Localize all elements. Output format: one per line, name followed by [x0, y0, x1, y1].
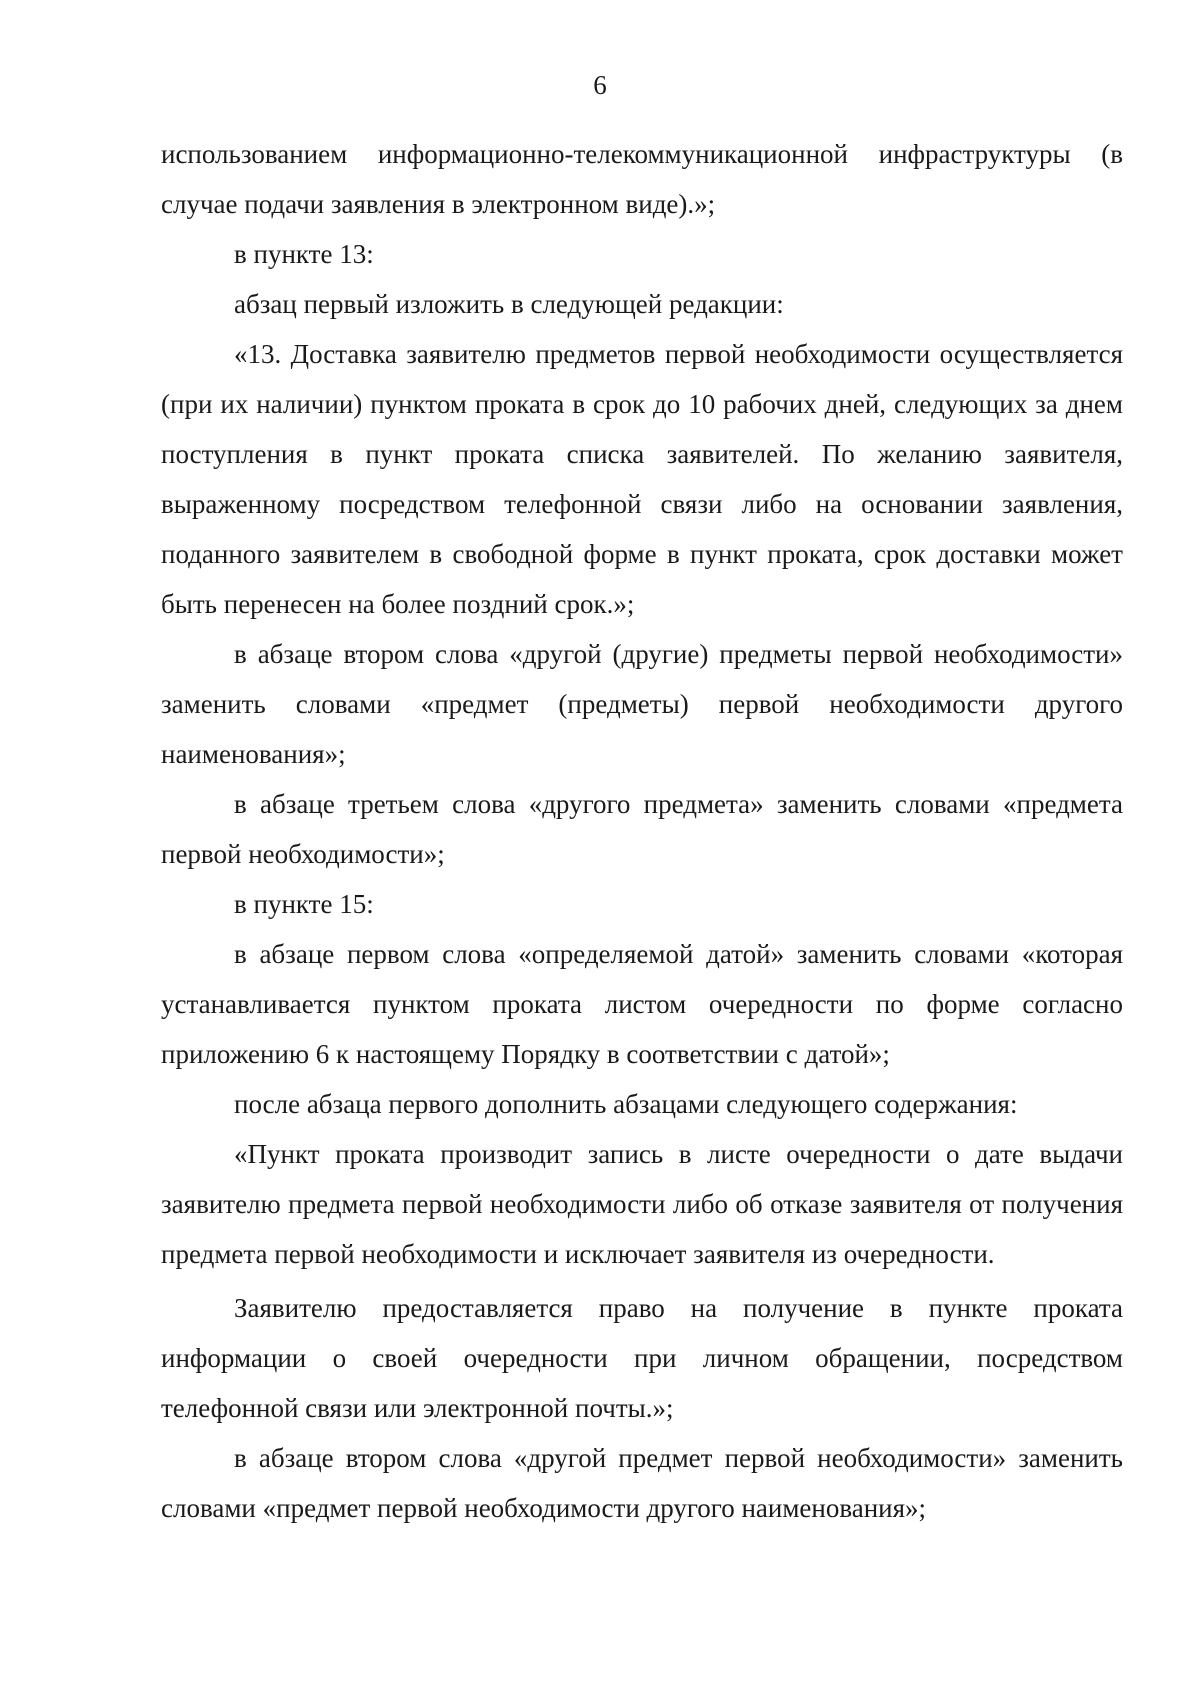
paragraph-instruction: абзац первый изложить в следующей редакции: — [234, 289, 784, 319]
paragraph-addition-instruction: после абзаца первого дополнить абзацами следующего содержания: — [234, 1089, 1018, 1119]
paragraph-abzac-first: в абзаце первом слова «определяемой датой» заменить словами «которая устанавливается пунктом проката листом очередности по форме согласно приложению 6 к настоящему Порядку в соответствии с датой»; — [161, 939, 1123, 1069]
paragraph-abzac-second-replace: в абзаце втором слова «другой предмет первой необходимости» заменить словами «предмет первой необходимости другого наименования»; — [161, 1443, 1123, 1523]
page-number: 6 — [593, 70, 607, 100]
paragraph-item-13-text: «13. Доставка заявителю предметов первой необходимости осуществляется (при их наличии) пунктом проката в срок до 10 рабочих дней, следующих за днем поступления в пункт проката списка заявителей. По желанию заявителя, выраженному посредством телефонной связи либо на основании заявления, поданного заявителем в свободной форме в пункт проката, срок доставки может быть перенесен на более поздний срок.»; — [161, 339, 1123, 619]
paragraph-item-13-heading: в пункте 13: — [234, 239, 374, 269]
paragraph-queue-record: «Пункт проката производит запись в листе очередности о дате выдачи заявителю предмета первой необходимости либо об отказе заявителя от получения предмета первой необходимости и исключает заявителя из очередности. — [161, 1139, 1123, 1269]
paragraph-continuation: использованием информационно-телекоммуникационной инфраструктуры (в случае подачи заявления в электронном виде).»; — [161, 139, 1123, 219]
paragraph-applicant-right: Заявителю предоставляется право на получение в пункте проката информации о своей очередности при личном обращении, посредством телефонной связи или электронной почты.»; — [161, 1293, 1123, 1423]
paragraph-abzac-second: в абзаце втором слова «другой (другие) предметы первой необходимости» заменить словами «предмет (предметы) первой необходимости другого наименования»; — [161, 639, 1123, 769]
paragraph-abzac-third: в абзаце третьем слова «другого предмета» заменить словами «предмета первой необходимости»; — [161, 789, 1123, 869]
document-body — [161, 129, 1123, 1533]
paragraph-item-15-heading: в пункте 15: — [234, 889, 374, 919]
